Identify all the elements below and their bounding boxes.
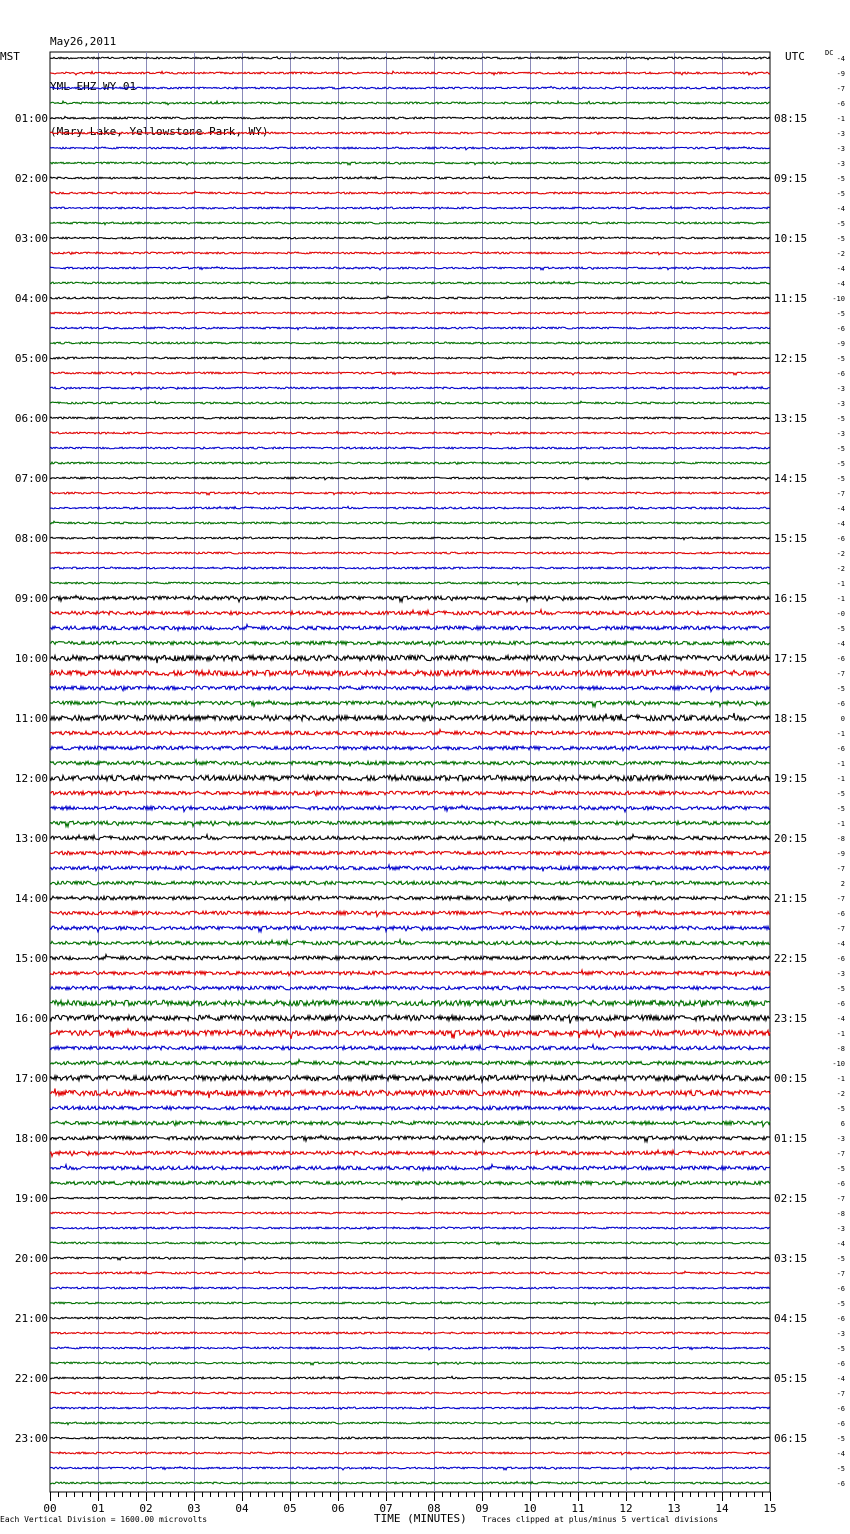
dc-offset-value: -8 (836, 1045, 845, 1053)
dc-offset-value: -8 (836, 835, 845, 843)
dc-label: DC (825, 49, 834, 57)
trace-row-4 (50, 116, 770, 118)
trace-row-87 (50, 1362, 770, 1365)
x-tick-label: 09 (475, 1502, 489, 1515)
trace-row-73 (50, 1150, 770, 1156)
mst-hour-label: 17:00 (14, 1072, 48, 1085)
utc-hour-label: 11:15 (774, 292, 808, 305)
trace-row-46 (50, 746, 770, 750)
trace-row-57 (50, 910, 770, 916)
dc-offset-value: -10 (832, 1060, 845, 1068)
mst-hour-label: 04:00 (14, 292, 48, 305)
dc-offset-value: -3 (836, 145, 845, 153)
trace-row-89 (50, 1391, 770, 1394)
dc-offset-value: -5 (836, 445, 845, 453)
trace-row-6 (50, 147, 770, 150)
trace-row-21 (50, 372, 770, 375)
trace-row-54 (50, 865, 770, 871)
trace-row-39 (50, 640, 770, 646)
trace-row-76 (50, 1196, 770, 1199)
trace-row-9 (50, 191, 770, 194)
x-tick-label: 02 (139, 1502, 153, 1515)
trace-row-66 (50, 1045, 770, 1050)
trace-row-35 (50, 582, 770, 585)
dc-offset-value: -5 (836, 415, 845, 423)
dc-offset-value: -7 (836, 490, 845, 498)
dc-offset-value: -4 (836, 265, 845, 273)
trace-row-12 (50, 237, 770, 239)
trace-row-83 (50, 1301, 770, 1304)
mst-hour-label: 14:00 (14, 892, 48, 905)
dc-offset-value: -6 (836, 1180, 845, 1188)
location-label: (Mary Lake, Yellowstone Park, WY) (50, 125, 269, 138)
trace-row-15 (50, 281, 770, 284)
dc-offset-value: -4 (836, 505, 845, 513)
dc-offset-value: -2 (836, 250, 845, 258)
dc-offset-value: -5 (836, 310, 845, 318)
dc-offset-value: -2 (836, 565, 845, 573)
utc-hour-label: 00:15 (774, 1072, 808, 1085)
dc-offset-value: -5 (836, 235, 845, 243)
utc-hour-label: 16:15 (774, 592, 808, 605)
dc-offset-value: -6 (836, 1480, 845, 1488)
dc-offset-value: -5 (836, 1465, 845, 1473)
trace-row-33 (50, 552, 770, 554)
trace-row-85 (50, 1332, 770, 1334)
dc-offset-value: -5 (836, 1300, 845, 1308)
trace-row-67 (50, 1059, 770, 1065)
trace-row-62 (50, 986, 770, 990)
dc-offset-value: -1 (836, 730, 845, 738)
trace-row-32 (50, 536, 770, 539)
trace-row-30 (50, 506, 770, 509)
utc-hour-label: 14:15 (774, 472, 808, 485)
dc-offset-value: -1 (836, 1030, 845, 1038)
dc-offset-value: -5 (836, 805, 845, 813)
trace-row-74 (50, 1164, 770, 1170)
trace-row-43 (50, 700, 770, 706)
dc-offset-value: -4 (836, 520, 845, 528)
dc-offset-value: -5 (836, 1345, 845, 1353)
dc-offset-value: -10 (832, 295, 845, 303)
trace-row-69 (50, 1088, 770, 1098)
trace-row-31 (50, 521, 770, 524)
dc-offset-value: -5 (836, 625, 845, 633)
mst-hour-label: 16:00 (14, 1012, 48, 1025)
dc-offset-value: -6 (836, 1000, 845, 1008)
mst-hour-label: 18:00 (14, 1132, 48, 1145)
trace-row-18 (50, 326, 770, 329)
trace-row-63 (50, 1000, 770, 1007)
dc-offset-value: -3 (836, 385, 845, 393)
utc-hour-label: 15:15 (774, 532, 808, 545)
dc-offset-value: -4 (836, 205, 845, 213)
dc-offset-value: -7 (836, 1150, 845, 1158)
utc-hour-label: 19:15 (774, 772, 808, 785)
dc-offset-value: -7 (836, 925, 845, 933)
x-tick-label: 11 (571, 1502, 585, 1515)
dc-offset-value: -5 (836, 1255, 845, 1263)
dc-offset-value: -6 (836, 955, 845, 963)
x-axis-title: TIME (MINUTES) (374, 1512, 467, 1525)
trace-row-64 (50, 1015, 770, 1023)
dc-offset-value: -1 (836, 775, 845, 783)
dc-offset-value: -5 (836, 475, 845, 483)
mst-hour-label: 13:00 (14, 832, 48, 845)
mst-hour-label: 03:00 (14, 232, 48, 245)
dc-offset-value: -4 (836, 1375, 845, 1383)
utc-hour-label: 20:15 (774, 832, 808, 845)
trace-row-56 (50, 896, 770, 901)
trace-row-2 (50, 86, 770, 88)
mst-hour-label: 15:00 (14, 952, 48, 965)
dc-offset-value: -2 (836, 550, 845, 558)
dc-offset-value: -6 (836, 325, 845, 333)
trace-row-47 (50, 760, 770, 766)
trace-row-59 (50, 940, 770, 946)
mst-hour-label: 08:00 (14, 532, 48, 545)
x-tick-label: 10 (523, 1502, 537, 1515)
dc-offset-value: -5 (836, 1435, 845, 1443)
dc-offset-value: -9 (836, 340, 845, 348)
utc-hour-label: 05:15 (774, 1372, 808, 1385)
trace-row-17 (50, 312, 770, 314)
dc-offset-value: -7 (836, 670, 845, 678)
utc-hour-label: 08:15 (774, 112, 808, 125)
trace-row-60 (50, 954, 770, 959)
trace-row-8 (50, 176, 770, 179)
mst-hour-label: 07:00 (14, 472, 48, 485)
dc-offset-value: -3 (836, 970, 845, 978)
trace-row-27 (50, 462, 770, 464)
dc-offset-value: 2 (840, 880, 845, 888)
dc-offset-value: -9 (836, 70, 845, 78)
dc-offset-value: -5 (836, 790, 845, 798)
utc-hour-label: 04:15 (774, 1312, 808, 1325)
x-tick-label: 06 (331, 1502, 345, 1515)
trace-row-90 (50, 1406, 770, 1409)
trace-row-42 (50, 686, 770, 692)
dc-offset-value: -4 (836, 640, 845, 648)
dc-offset-value: -6 (836, 370, 845, 378)
trace-row-81 (50, 1271, 770, 1274)
trace-row-44 (50, 713, 770, 721)
trace-row-77 (50, 1212, 770, 1214)
dc-offset-value: -4 (836, 1240, 845, 1248)
trace-row-28 (50, 477, 770, 480)
dc-offset-value: -3 (836, 1135, 845, 1143)
trace-row-92 (50, 1437, 770, 1439)
dc-offset-value: -5 (836, 985, 845, 993)
dc-offset-value: -5 (836, 175, 845, 183)
mst-hour-label: 19:00 (14, 1192, 48, 1205)
trace-row-36 (50, 595, 770, 601)
dc-offset-value: -6 (836, 1360, 845, 1368)
trace-row-0 (50, 57, 770, 60)
trace-row-91 (50, 1422, 770, 1425)
dc-offset-value: -6 (836, 100, 845, 108)
trace-row-7 (50, 162, 770, 165)
dc-offset-value: -6 (836, 1405, 845, 1413)
utc-hour-label: 01:15 (774, 1132, 808, 1145)
trace-row-65 (50, 1029, 770, 1039)
trace-row-78 (50, 1227, 770, 1229)
dc-offset-value: -1 (836, 760, 845, 768)
dc-offset-value: -4 (836, 55, 845, 63)
clip-note: Traces clipped at plus/minus 5 vertical divisions (482, 1515, 719, 1524)
trace-row-38 (50, 624, 770, 630)
dc-offset-value: 0 (840, 715, 845, 723)
mst-hour-label: 12:00 (14, 772, 48, 785)
dc-offset-value: -6 (836, 1420, 845, 1428)
dc-offset-value: -5 (836, 1165, 845, 1173)
dc-offset-value: 6 (840, 1120, 845, 1128)
utc-hour-label: 02:15 (774, 1192, 808, 1205)
x-tick-label: 12 (619, 1502, 633, 1515)
trace-row-25 (50, 431, 770, 434)
trace-row-70 (50, 1106, 770, 1110)
trace-row-79 (50, 1242, 770, 1245)
x-tick-label: 15 (763, 1502, 777, 1515)
trace-row-53 (50, 851, 770, 855)
trace-row-68 (50, 1075, 770, 1082)
mst-hour-label: 01:00 (14, 112, 48, 125)
trace-row-14 (50, 267, 770, 270)
left-timezone-label: MST (0, 50, 20, 63)
dc-offset-value: -0 (836, 610, 845, 618)
mst-hour-label: 06:00 (14, 412, 48, 425)
x-tick-label: 01 (91, 1502, 105, 1515)
trace-row-50 (50, 805, 770, 811)
trace-row-45 (50, 729, 770, 735)
trace-row-23 (50, 401, 770, 404)
trace-row-13 (50, 252, 770, 255)
dc-offset-value: -4 (836, 940, 845, 948)
utc-hour-label: 03:15 (774, 1252, 808, 1265)
dc-offset-value: -7 (836, 865, 845, 873)
dc-offset-value: -6 (836, 1315, 845, 1323)
trace-row-52 (50, 834, 770, 840)
trace-row-71 (50, 1121, 770, 1127)
trace-row-10 (50, 206, 770, 209)
trace-row-40 (50, 655, 770, 663)
dc-offset-value: -5 (836, 190, 845, 198)
dc-offset-value: -8 (836, 1210, 845, 1218)
utc-hour-label: 12:15 (774, 352, 808, 365)
dc-offset-value: -7 (836, 85, 845, 93)
dc-offset-value: -3 (836, 430, 845, 438)
utc-hour-label: 17:15 (774, 652, 808, 665)
trace-row-16 (50, 296, 770, 299)
dc-offset-value: -1 (836, 580, 845, 588)
trace-row-49 (50, 791, 770, 796)
dc-offset-value: -6 (836, 535, 845, 543)
trace-row-58 (50, 926, 770, 932)
mst-hour-label: 02:00 (14, 172, 48, 185)
dc-offset-value: -6 (836, 910, 845, 918)
dc-offset-value: -9 (836, 850, 845, 858)
trace-row-26 (50, 447, 770, 449)
trace-row-41 (50, 670, 770, 676)
scale-note: Each Vertical Division = 1600.00 microvolts (0, 1515, 208, 1524)
dc-offset-value: -3 (836, 1225, 845, 1233)
trace-row-37 (50, 610, 770, 615)
trace-row-20 (50, 357, 770, 359)
utc-hour-label: 13:15 (774, 412, 808, 425)
trace-row-88 (50, 1376, 770, 1379)
dc-offset-value: -5 (836, 685, 845, 693)
trace-row-5 (50, 132, 770, 134)
trace-row-51 (50, 821, 770, 827)
utc-hour-label: 09:15 (774, 172, 808, 185)
trace-row-24 (50, 417, 770, 419)
dc-offset-value: -6 (836, 745, 845, 753)
x-tick-label: 07 (379, 1502, 393, 1515)
x-tick-label: 00 (43, 1502, 57, 1515)
mst-hour-label: 05:00 (14, 352, 48, 365)
dc-offset-value: -3 (836, 130, 845, 138)
mst-hour-label: 23:00 (14, 1432, 48, 1445)
utc-hour-label: 18:15 (774, 712, 808, 725)
trace-row-94 (50, 1467, 770, 1470)
dc-offset-value: -6 (836, 700, 845, 708)
dc-offset-value: -7 (836, 895, 845, 903)
trace-row-55 (50, 881, 770, 885)
dc-offset-value: -5 (836, 460, 845, 468)
dc-offset-value: -3 (836, 160, 845, 168)
trace-row-72 (50, 1135, 770, 1141)
trace-row-86 (50, 1347, 770, 1350)
utc-hour-label: 21:15 (774, 892, 808, 905)
trace-row-1 (50, 71, 770, 75)
mst-hour-label: 22:00 (14, 1372, 48, 1385)
dc-offset-value: -1 (836, 1075, 845, 1083)
dc-offset-value: -7 (836, 1195, 845, 1203)
dc-offset-value: -7 (836, 1390, 845, 1398)
dc-offset-value: -3 (836, 400, 845, 408)
dc-offset-value: -1 (836, 595, 845, 603)
trace-row-61 (50, 970, 770, 976)
x-tick-label: 13 (667, 1502, 681, 1515)
dc-offset-value: -5 (836, 220, 845, 228)
dc-offset-value: -3 (836, 1330, 845, 1338)
trace-row-93 (50, 1452, 770, 1455)
dc-offset-value: -1 (836, 820, 845, 828)
trace-row-75 (50, 1181, 770, 1185)
trace-row-80 (50, 1257, 770, 1260)
dc-offset-value: -6 (836, 655, 845, 663)
x-tick-label: 05 (283, 1502, 297, 1515)
dc-offset-value: -1 (836, 115, 845, 123)
utc-hour-label: 22:15 (774, 952, 808, 965)
trace-row-84 (50, 1317, 770, 1319)
dc-offset-value: -5 (836, 355, 845, 363)
dc-offset-value: -4 (836, 1015, 845, 1023)
mst-hour-label: 10:00 (14, 652, 48, 665)
station-label: YML EHZ WY 01 (50, 80, 137, 93)
x-tick-label: 08 (427, 1502, 441, 1515)
utc-hour-label: 23:15 (774, 1012, 808, 1025)
dc-offset-value: -4 (836, 280, 845, 288)
dc-offset-value: -6 (836, 1285, 845, 1293)
trace-row-11 (50, 222, 770, 225)
trace-row-29 (50, 492, 770, 495)
dc-offset-value: -2 (836, 1090, 845, 1098)
dc-offset-value: -5 (836, 1105, 845, 1113)
trace-row-95 (50, 1481, 770, 1484)
utc-hour-label: 10:15 (774, 232, 808, 245)
dc-offset-value: -4 (836, 1450, 845, 1458)
mst-hour-label: 21:00 (14, 1312, 48, 1325)
trace-row-3 (50, 101, 770, 105)
trace-row-34 (50, 567, 770, 569)
utc-hour-label: 06:15 (774, 1432, 808, 1445)
x-tick-label: 04 (235, 1502, 249, 1515)
x-tick-label: 14 (715, 1502, 729, 1515)
mst-hour-label: 09:00 (14, 592, 48, 605)
right-timezone-label: UTC (785, 50, 805, 63)
mst-hour-label: 11:00 (14, 712, 48, 725)
trace-row-82 (50, 1287, 770, 1289)
x-tick-label: 03 (187, 1502, 201, 1515)
dc-offset-value: -7 (836, 1270, 845, 1278)
trace-row-22 (50, 387, 770, 390)
date-label: May26,2011 (50, 35, 117, 48)
trace-row-48 (50, 775, 770, 780)
trace-row-19 (50, 342, 770, 344)
mst-hour-label: 20:00 (14, 1252, 48, 1265)
